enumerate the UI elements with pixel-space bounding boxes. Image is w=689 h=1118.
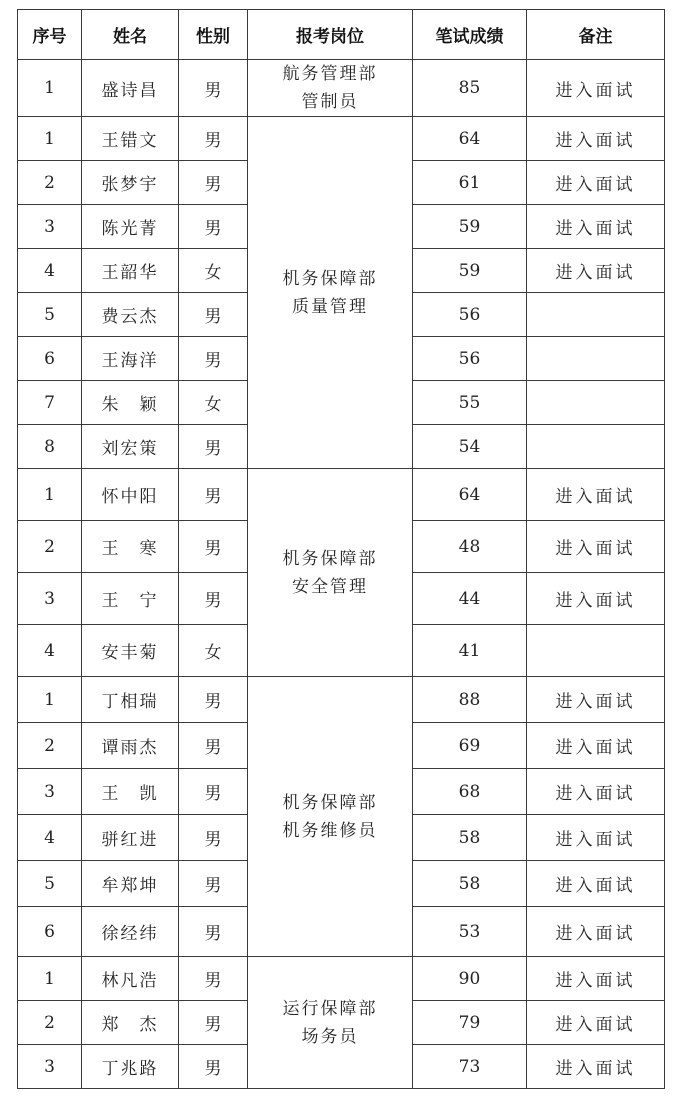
row-gender: 男 xyxy=(179,117,248,161)
header-remark: 备注 xyxy=(527,10,665,60)
row-remark: 进入面试 xyxy=(527,521,665,573)
post-line: 机务保障部 xyxy=(282,268,378,289)
row-gender: 男 xyxy=(179,723,248,769)
row-gender: 男 xyxy=(179,957,248,1001)
header-gender: 性别 xyxy=(179,10,248,60)
results-table xyxy=(17,9,665,1089)
post-cell xyxy=(248,677,413,957)
row-gender: 男 xyxy=(179,907,248,957)
row-name: 丁兆路 xyxy=(82,1045,179,1089)
row-no: 4 xyxy=(18,625,82,677)
row-score: 41 xyxy=(413,625,527,677)
row-name: 安丰菊 xyxy=(82,625,179,677)
row-score: 79 xyxy=(413,1001,527,1045)
row-remark: 进入面试 xyxy=(527,957,665,1001)
row-no: 2 xyxy=(18,723,82,769)
row-score: 61 xyxy=(413,161,527,205)
row-no: 1 xyxy=(18,957,82,1001)
row-score: 44 xyxy=(413,573,527,625)
row-remark: 进入面试 xyxy=(527,161,665,205)
post-line: 场务员 xyxy=(301,1026,359,1047)
post-cell xyxy=(248,957,413,1089)
row-no: 7 xyxy=(18,381,82,425)
row-gender: 男 xyxy=(179,60,248,117)
row-score: 64 xyxy=(413,117,527,161)
row-score: 58 xyxy=(413,861,527,907)
row-score: 56 xyxy=(413,337,527,381)
row-no: 3 xyxy=(18,205,82,249)
row-no: 1 xyxy=(18,469,82,521)
row-remark: 进入面试 xyxy=(527,1001,665,1045)
row-score: 88 xyxy=(413,677,527,723)
header-no: 序号 xyxy=(18,10,82,60)
row-remark: 进入面试 xyxy=(527,205,665,249)
row-score: 58 xyxy=(413,815,527,861)
row-score: 55 xyxy=(413,381,527,425)
row-name: 王韶华 xyxy=(82,249,179,293)
post-line: 航务管理部 xyxy=(282,64,378,84)
row-remark: 进入面试 xyxy=(527,769,665,815)
row-name: 徐经纬 xyxy=(82,907,179,957)
row-score: 69 xyxy=(413,723,527,769)
row-name: 王 宁 xyxy=(82,573,179,625)
row-no: 3 xyxy=(18,769,82,815)
row-score: 54 xyxy=(413,425,527,469)
row-remark: 进入面试 xyxy=(527,861,665,907)
row-name: 牟郑坤 xyxy=(82,861,179,907)
row-no: 3 xyxy=(18,1045,82,1089)
row-gender: 女 xyxy=(179,381,248,425)
row-score: 68 xyxy=(413,769,527,815)
row-no: 5 xyxy=(18,861,82,907)
row-no: 3 xyxy=(18,573,82,625)
row-remark: 进入面试 xyxy=(527,249,665,293)
post-line: 质量管理 xyxy=(292,296,368,317)
post-cell xyxy=(248,117,413,469)
row-name: 丁相瑞 xyxy=(82,677,179,723)
header-name: 姓名 xyxy=(82,10,179,60)
row-name: 费云杰 xyxy=(82,293,179,337)
row-name: 朱 颖 xyxy=(82,381,179,425)
row-remark: 进入面试 xyxy=(527,723,665,769)
post-cell xyxy=(248,469,413,677)
row-no: 1 xyxy=(18,60,82,117)
post-line: 机务维修员 xyxy=(282,820,378,841)
row-gender: 男 xyxy=(179,677,248,723)
row-gender: 男 xyxy=(179,337,248,381)
row-name: 王 寒 xyxy=(82,521,179,573)
table-row xyxy=(18,957,665,1001)
row-score: 73 xyxy=(413,1045,527,1089)
row-gender: 男 xyxy=(179,1045,248,1089)
row-name: 王海洋 xyxy=(82,337,179,381)
row-remark: 进入面试 xyxy=(527,573,665,625)
row-name: 怀中阳 xyxy=(82,469,179,521)
row-gender: 男 xyxy=(179,161,248,205)
row-no: 1 xyxy=(18,677,82,723)
row-remark: 进入面试 xyxy=(527,677,665,723)
row-remark: 进入面试 xyxy=(527,60,665,117)
row-no: 2 xyxy=(18,161,82,205)
row-no: 1 xyxy=(18,117,82,161)
header-score: 笔试成绩 xyxy=(413,10,527,60)
post-line: 安全管理 xyxy=(292,576,368,597)
row-gender: 男 xyxy=(179,1001,248,1045)
row-name: 王 凯 xyxy=(82,769,179,815)
row-gender: 女 xyxy=(179,249,248,293)
row-no: 2 xyxy=(18,1001,82,1045)
header-row xyxy=(18,10,665,60)
row-gender: 男 xyxy=(179,469,248,521)
row-no: 4 xyxy=(18,249,82,293)
row-name: 骈红进 xyxy=(82,815,179,861)
row-score: 56 xyxy=(413,293,527,337)
row-score: 59 xyxy=(413,205,527,249)
table-row xyxy=(18,60,665,117)
row-score: 85 xyxy=(413,60,527,117)
row-remark: 进入面试 xyxy=(527,469,665,521)
post-line: 机务保障部 xyxy=(282,792,378,813)
row-name: 张梦宇 xyxy=(82,161,179,205)
row-gender: 男 xyxy=(179,425,248,469)
row-remark xyxy=(527,337,665,381)
row-gender: 男 xyxy=(179,815,248,861)
table-body xyxy=(18,60,665,1089)
row-gender: 男 xyxy=(179,521,248,573)
row-remark: 进入面试 xyxy=(527,815,665,861)
row-name: 王错文 xyxy=(82,117,179,161)
post-line: 管制员 xyxy=(301,92,359,112)
post-cell xyxy=(248,60,413,117)
post-line: 运行保障部 xyxy=(282,998,378,1019)
row-name: 盛诗昌 xyxy=(82,60,179,117)
row-no: 4 xyxy=(18,815,82,861)
row-gender: 女 xyxy=(179,625,248,677)
row-no: 2 xyxy=(18,521,82,573)
row-score: 59 xyxy=(413,249,527,293)
row-score: 90 xyxy=(413,957,527,1001)
row-gender: 男 xyxy=(179,205,248,249)
row-score: 48 xyxy=(413,521,527,573)
row-score: 64 xyxy=(413,469,527,521)
row-name: 陈光菁 xyxy=(82,205,179,249)
row-gender: 男 xyxy=(179,293,248,337)
header-post: 报考岗位 xyxy=(248,10,413,60)
row-name: 刘宏策 xyxy=(82,425,179,469)
row-gender: 男 xyxy=(179,573,248,625)
row-remark xyxy=(527,293,665,337)
row-gender: 男 xyxy=(179,861,248,907)
row-remark: 进入面试 xyxy=(527,907,665,957)
post-line: 机务保障部 xyxy=(282,548,378,569)
row-remark: 进入面试 xyxy=(527,117,665,161)
row-no: 6 xyxy=(18,907,82,957)
row-score: 53 xyxy=(413,907,527,957)
table-row xyxy=(18,677,665,723)
row-no: 6 xyxy=(18,337,82,381)
row-name: 谭雨杰 xyxy=(82,723,179,769)
row-name: 林凡浩 xyxy=(82,957,179,1001)
row-remark: 进入面试 xyxy=(527,1045,665,1089)
row-no: 5 xyxy=(18,293,82,337)
table-row xyxy=(18,469,665,521)
row-no: 8 xyxy=(18,425,82,469)
row-remark xyxy=(527,625,665,677)
table-row xyxy=(18,117,665,161)
row-gender: 男 xyxy=(179,769,248,815)
row-remark xyxy=(527,381,665,425)
row-name: 郑 杰 xyxy=(82,1001,179,1045)
row-remark xyxy=(527,425,665,469)
